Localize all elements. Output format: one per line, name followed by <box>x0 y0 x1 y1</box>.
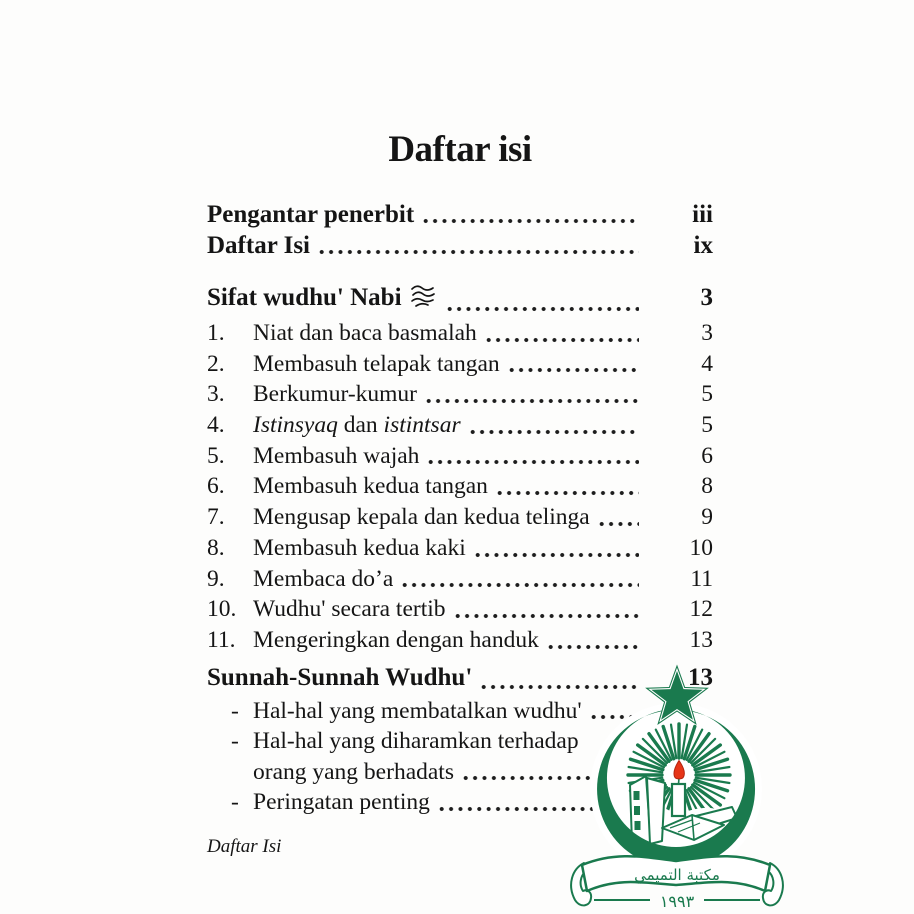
dot-leader <box>426 459 639 465</box>
front-matter <box>207 199 713 261</box>
dash-bullet: - <box>231 698 239 724</box>
dot-leader <box>445 306 639 312</box>
title-block <box>207 128 713 171</box>
dot-leader <box>495 490 639 496</box>
dot-leader <box>507 367 639 373</box>
sub-item-label: Peringatan penting <box>253 789 430 816</box>
item-label: Membasuh telapak tangan <box>253 350 500 377</box>
dot-leader <box>317 249 639 255</box>
section-heading-label: Sifat wudhu' Nabi <box>207 284 402 311</box>
item-page: 9 <box>701 504 713 531</box>
item-label: Mengusap kepala dan kedua telinga <box>253 504 590 531</box>
item-page: 5 <box>701 412 713 439</box>
toc-entry-label: Daftar Isi <box>207 232 311 259</box>
toc-item <box>207 471 713 502</box>
toc-entry-page: ix <box>693 232 713 259</box>
toc-item <box>207 410 713 441</box>
section-heading-row <box>207 281 713 318</box>
wudhu-section <box>207 281 713 656</box>
item-label: Niat dan baca basmalah <box>253 320 477 346</box>
item-page: 11 <box>690 565 713 592</box>
toc-item <box>207 379 713 410</box>
dot-leader <box>473 552 639 558</box>
item-page: 10 <box>689 534 713 561</box>
item-number: 6. <box>207 473 225 500</box>
toc-item <box>207 441 713 472</box>
item-label: Mengeringkan dengan handuk <box>253 626 539 653</box>
sub-item-label: Hal-hal yang membatalkan wudhu' <box>253 698 582 724</box>
banner-text: مكتبة التميمي <box>634 866 720 884</box>
dot-leader <box>468 429 639 435</box>
item-label <box>253 410 461 441</box>
toc-entry-label: Pengantar penerbit <box>207 201 415 228</box>
item-number: 10. <box>207 596 237 623</box>
dot-leader <box>546 644 639 650</box>
toc-item <box>207 502 713 533</box>
section-heading-label: Sunnah-Sunnah Wudhu' <box>207 664 473 691</box>
sallallahu-alaihi-wasallam-icon <box>409 282 436 318</box>
item-number: 1. <box>207 320 225 346</box>
item-label: Membasuh kedua tangan <box>253 473 488 500</box>
item-page: 6 <box>701 442 713 469</box>
item-label: Membasuh kedua kaki <box>253 534 466 561</box>
library-stamp-logo <box>566 657 914 914</box>
item-label: Membasuh wajah <box>253 442 420 469</box>
dot-leader <box>424 398 639 404</box>
item-page: 3 <box>701 320 713 346</box>
toc-item <box>207 533 713 564</box>
year-group <box>594 892 760 911</box>
year-text: ١٩٩٣ <box>659 892 695 911</box>
item-page: 5 <box>701 381 713 408</box>
toc-item <box>207 594 713 625</box>
item-number: 4. <box>207 412 225 439</box>
toc-entry <box>207 230 713 261</box>
toc-item <box>207 318 713 349</box>
toc-item <box>207 349 713 380</box>
dot-leader <box>453 613 639 619</box>
item-number: 3. <box>207 381 225 408</box>
item-page: 12 <box>689 596 713 623</box>
section-heading <box>207 281 438 318</box>
item-number: 5. <box>207 442 225 469</box>
item-page: 4 <box>701 350 713 377</box>
sub-item-label: Hal-hal yang diharamkan terhadap <box>253 728 579 755</box>
item-page: 13 <box>689 626 713 653</box>
toc-entry-page: iii <box>692 201 713 228</box>
footer-label: Daftar Isi <box>207 836 282 857</box>
dash-bullet: - <box>231 789 239 816</box>
logo-emblem <box>566 657 914 914</box>
item-page: 8 <box>701 473 713 500</box>
dash-bullet: - <box>231 728 239 755</box>
section-page: 13 <box>688 664 713 691</box>
page-title: Daftar isi <box>388 129 532 170</box>
item-label-italic: istintsar <box>383 412 461 439</box>
item-label: Membaca do’a <box>253 565 394 592</box>
toc-item <box>207 564 713 595</box>
item-label: Berkumur-kumur <box>253 381 417 408</box>
item-number: 9. <box>207 565 225 592</box>
dot-leader <box>597 521 639 527</box>
item-number: 2. <box>207 350 225 377</box>
toc-entry <box>207 199 713 230</box>
dot-leader <box>421 218 639 224</box>
item-label-italic: Istinsyaq <box>253 412 338 439</box>
item-label: Wudhu' secara tertib <box>253 596 446 623</box>
dot-leader <box>484 337 639 343</box>
toc-item <box>207 625 713 656</box>
item-number: 11. <box>207 626 236 653</box>
sub-item-label: orang yang berhadats <box>253 758 454 785</box>
section-page: 3 <box>700 284 713 311</box>
dot-leader <box>400 582 639 588</box>
item-number: 7. <box>207 504 225 531</box>
item-number: 8. <box>207 534 225 561</box>
item-label-plain: dan <box>337 412 384 439</box>
